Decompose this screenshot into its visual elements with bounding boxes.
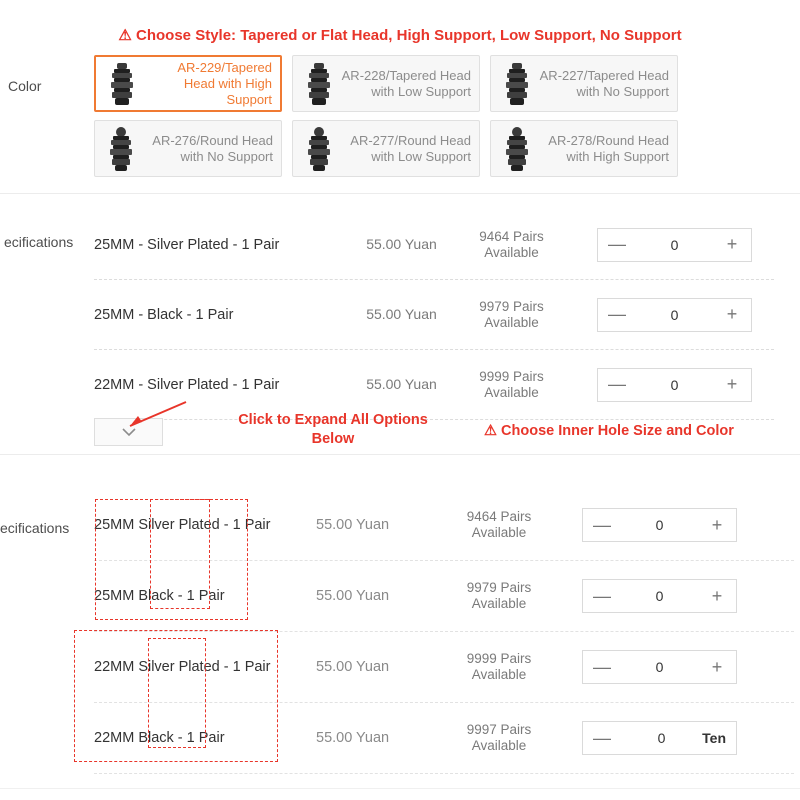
- table-row: [94, 350, 774, 420]
- spec-price: 55.00 Yuan: [366, 376, 437, 392]
- style-option-label: AR-278/Round Head with High Support: [548, 132, 669, 164]
- style-option-label: AR-228/Tapered Head with Low Support: [341, 67, 471, 99]
- spec-name[interactable]: 22MM Black - 1 Pair: [94, 729, 225, 746]
- table-row: [94, 210, 774, 280]
- quantity-value[interactable]: 0: [670, 306, 679, 323]
- section-divider-bottom: [0, 788, 800, 789]
- increase-quantity-button[interactable]: +: [726, 234, 738, 254]
- product-thumbnail-icon: [495, 60, 539, 108]
- quantity-value[interactable]: 0: [670, 376, 679, 393]
- quantity-stepper[interactable]: [597, 228, 752, 262]
- style-option-ar-227[interactable]: [490, 55, 678, 112]
- quantity-stepper[interactable]: [582, 508, 737, 542]
- quantity-stepper[interactable]: [582, 579, 737, 613]
- spec-price: 55.00 Yuan: [316, 730, 390, 746]
- spec-name[interactable]: 22MM Silver Plated - 1 Pair: [94, 658, 271, 675]
- decrease-quantity-button[interactable]: —: [608, 374, 626, 394]
- spec-stock: 9464 Pairs Available: [466, 509, 532, 540]
- style-row-2: [94, 120, 698, 177]
- quantity-value[interactable]: 0: [670, 236, 679, 253]
- spec-name: 25MM - Black - 1 Pair: [94, 306, 234, 323]
- quantity-stepper[interactable]: [582, 721, 737, 755]
- spec-stock: 9979 Pairs Available: [466, 580, 532, 611]
- style-option-ar-277[interactable]: [292, 120, 480, 177]
- quantity-unit: Ten: [702, 730, 726, 746]
- spec-stock: 9464 Pairs Available: [479, 228, 544, 260]
- annotation-choose-hole: ⚠ Choose Inner Hole Size and Color: [484, 423, 734, 439]
- spec-name[interactable]: 25MM Black - 1 Pair: [94, 587, 225, 604]
- quantity-stepper[interactable]: [597, 368, 752, 402]
- table-row: [94, 561, 794, 632]
- style-option-label: AR-227/Tapered Head with No Support: [539, 67, 669, 99]
- specification-list-lower: [94, 490, 794, 774]
- increase-quantity-button[interactable]: +: [726, 374, 738, 394]
- style-option-grid: [94, 55, 698, 185]
- spec-name: 25MM - Silver Plated - 1 Pair: [94, 236, 280, 253]
- spec-stock: 9997 Pairs Available: [466, 722, 532, 753]
- specifications-row-label-lower: ecifications: [0, 520, 70, 536]
- spec-price: 55.00 Yuan: [316, 659, 390, 675]
- decrease-quantity-button[interactable]: —: [593, 656, 611, 677]
- table-row: [94, 490, 794, 561]
- decrease-quantity-button[interactable]: —: [593, 585, 611, 606]
- decrease-quantity-button[interactable]: —: [608, 234, 626, 254]
- spec-price: 55.00 Yuan: [366, 236, 437, 252]
- product-thumbnail-icon: [100, 60, 144, 108]
- quantity-value[interactable]: 0: [655, 517, 664, 533]
- style-option-ar-276[interactable]: [94, 120, 282, 177]
- spec-price: 55.00 Yuan: [366, 306, 437, 322]
- spec-stock: 9999 Pairs Available: [466, 651, 532, 682]
- style-row-1: [94, 55, 698, 112]
- style-option-ar-278[interactable]: [490, 120, 678, 177]
- spec-price: 55.00 Yuan: [316, 517, 390, 533]
- section-divider-middle: [0, 454, 800, 455]
- specification-list-upper: [94, 210, 774, 420]
- spec-name[interactable]: 25MM Silver Plated - 1 Pair: [94, 516, 271, 533]
- table-row: [94, 703, 794, 774]
- decrease-quantity-button[interactable]: —: [593, 727, 611, 748]
- increase-quantity-button[interactable]: +: [711, 585, 723, 606]
- quantity-value[interactable]: 0: [655, 659, 664, 675]
- increase-quantity-button[interactable]: +: [711, 656, 723, 677]
- quantity-value[interactable]: 0: [657, 730, 666, 746]
- specifications-row-label-upper: ecifications: [4, 234, 74, 250]
- spec-stock: 9979 Pairs Available: [479, 298, 544, 330]
- spec-stock: 9999 Pairs Available: [479, 368, 544, 400]
- increase-quantity-button[interactable]: +: [711, 514, 723, 535]
- style-option-label: AR-277/Round Head with Low Support: [350, 132, 471, 164]
- style-option-label: AR-229/Tapered Head with High Support: [177, 59, 272, 107]
- spec-price: 55.00 Yuan: [316, 588, 390, 604]
- annotation-choose-style: ⚠ Choose Style: Tapered or Flat Head, High Support, Low Support, No Support: [118, 27, 682, 44]
- product-thumbnail-icon: [99, 125, 143, 173]
- table-row: [94, 280, 774, 350]
- annotation-arrow-to-expand: [120, 398, 190, 432]
- style-option-ar-228[interactable]: [292, 55, 480, 112]
- decrease-quantity-button[interactable]: —: [608, 304, 626, 324]
- spec-name: 22MM - Silver Plated - 1 Pair: [94, 376, 280, 393]
- annotation-click-to-expand: Click to Expand All Options Below: [238, 412, 428, 447]
- decrease-quantity-button[interactable]: —: [593, 514, 611, 535]
- product-thumbnail-icon: [495, 125, 539, 173]
- section-divider-top: [0, 193, 800, 194]
- quantity-stepper[interactable]: [597, 298, 752, 332]
- quantity-stepper[interactable]: [582, 650, 737, 684]
- product-thumbnail-icon: [297, 125, 341, 173]
- style-option-ar-229[interactable]: [94, 55, 282, 112]
- product-thumbnail-icon: [297, 60, 341, 108]
- increase-quantity-button[interactable]: +: [726, 304, 738, 324]
- quantity-value[interactable]: 0: [655, 588, 664, 604]
- style-option-label: AR-276/Round Head with No Support: [152, 132, 273, 164]
- table-row: [94, 632, 794, 703]
- color-row-label: Color: [8, 78, 42, 94]
